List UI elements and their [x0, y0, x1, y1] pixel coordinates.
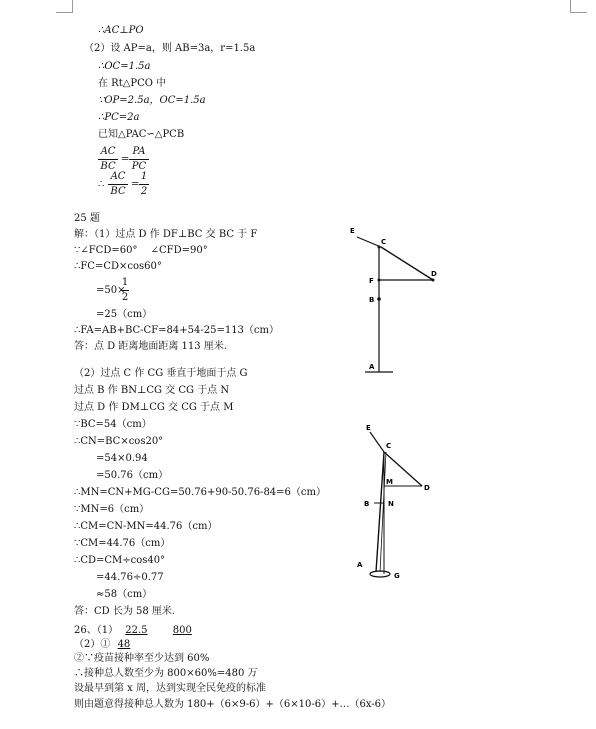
therefore-sign: ∴ — [98, 179, 105, 190]
fig1-segment-CD — [381, 247, 433, 280]
text-line: ∴CM=CN-MN=44.76（cm） — [74, 521, 218, 532]
text-line: （2）设 AP=a，则 AB=3a，r=1.5a — [84, 43, 256, 54]
text-fragment: （2）① — [74, 639, 111, 650]
text-line: ∵OP=2.5a，OC=1.5a — [98, 95, 206, 106]
answer-blank-1: 22.5 — [125, 625, 148, 636]
text-line: =50× — [96, 285, 126, 296]
fraction — [98, 146, 118, 173]
text-line: ≈58（cm） — [96, 589, 153, 600]
answer-blank-2: 800 — [172, 625, 192, 636]
fig2-segment-EC — [370, 432, 384, 452]
text-line: =50.76（cm） — [96, 470, 169, 481]
numerator: 1 — [140, 171, 148, 182]
text-line: ∵CM=44.76（cm） — [74, 538, 171, 549]
equals-sign: = — [121, 154, 130, 165]
fig1-label-F: F — [369, 277, 374, 285]
text-line: =54×0.94 — [96, 453, 148, 464]
fraction — [108, 171, 128, 198]
text-line: ∴接种总人数至少为 800×60%=480 万 — [74, 668, 258, 679]
numerator: PA — [132, 146, 146, 157]
text-line: ∴FA=AB+BC-CF=84+54-25=113（cm） — [74, 325, 279, 336]
text-line: ∴MN=CN+MG-CG=50.76+90-50.76-84=6（cm） — [74, 487, 326, 498]
text-line: （2）过点 C 作 CG 垂直于地面于点 G — [74, 368, 248, 379]
text-line: ∴PC=2a — [98, 112, 140, 123]
q26-line-2 — [74, 638, 130, 651]
denominator: PC — [131, 161, 147, 172]
corner-mark-right — [570, 0, 587, 13]
denominator: 2 — [140, 186, 148, 197]
fraction — [139, 171, 149, 198]
text-line: 则由题意得接种总人数为 180+（6×9-6）+（6×10-6）+…（6x-6） — [74, 699, 392, 710]
fig2-label-G: G — [394, 572, 400, 580]
fig2-label-C: C — [386, 442, 392, 450]
text-line: ∵∠FCD=60° ∠CFD=90° — [74, 245, 208, 256]
text-line: ∴OC=1.5a — [98, 61, 151, 72]
answer-blank-3: 48 — [117, 639, 131, 650]
text-line: 在 Rt△PCO 中 — [98, 78, 167, 89]
text-line: 过点 B 作 BN⊥CG 交 CG 于点 N — [74, 385, 230, 396]
text-line: 设最早到第 x 周，达到实现全民免疫的标准 — [74, 683, 266, 694]
figure-1 — [345, 225, 455, 375]
fig2-label-A: A — [357, 561, 363, 569]
fig2-label-D: D — [424, 484, 430, 492]
fig2-label-E: E — [366, 424, 371, 432]
equals-sign: = — [131, 179, 140, 190]
fig1-point-B — [377, 297, 381, 301]
numerator: 1 — [121, 277, 129, 288]
text-line: ∵BC=54（cm） — [74, 419, 152, 430]
fig2-label-B: B — [364, 500, 370, 508]
question-title: 25 题 — [74, 213, 100, 224]
text-line: 解：（1）过点 D 作 DF⊥BC 交 BC 于 F — [74, 229, 258, 240]
text-line: 过点 D 作 DM⊥CG 交 CG 于点 M — [74, 402, 234, 413]
fraction — [121, 277, 129, 304]
text-fragment: 26、（1） — [74, 625, 119, 636]
fig2-label-M: M — [386, 478, 393, 486]
fig1-point-F — [378, 279, 381, 282]
fig1-label-C: C — [381, 238, 387, 246]
text-line: ∴AC⊥PO — [98, 25, 144, 36]
fig1-label-D: D — [431, 270, 437, 278]
denominator: BC — [100, 161, 116, 172]
figure-2 — [352, 422, 442, 584]
text-line: =44.76÷0.77 — [96, 572, 164, 583]
text-line: ∴CN=BC×cos20° — [74, 436, 164, 447]
fig1-label-E: E — [350, 227, 355, 235]
denominator: BC — [110, 186, 126, 197]
numerator: AC — [110, 171, 126, 182]
numerator: AC — [100, 146, 116, 157]
text-line: ②∵疫苗接种率至少达到 60% — [74, 653, 210, 664]
fraction — [129, 146, 149, 173]
text-line: ∴CD=CM÷cos40° — [74, 555, 166, 566]
text-line: 答：点 D 距离地面距离 113 厘米. — [74, 341, 227, 352]
text-line: =25（cm） — [96, 309, 153, 320]
fig1-label-A: A — [369, 363, 375, 371]
fig1-label-B: B — [369, 296, 375, 304]
text-line: ∴FC=CD×cos60° — [74, 261, 162, 272]
fig1-segment-EC — [357, 237, 381, 247]
text-line: ∵MN=6（cm） — [74, 504, 150, 515]
q26-line-1 — [74, 624, 192, 637]
text-line: 已知△PAC∽△PCB — [98, 129, 185, 140]
corner-mark-left — [56, 0, 73, 13]
fig2-label-N: N — [388, 500, 394, 508]
denominator: 2 — [121, 292, 129, 303]
fig1-point-D — [432, 279, 435, 282]
text-line: 答：CD 长为 58 厘米. — [74, 606, 176, 617]
